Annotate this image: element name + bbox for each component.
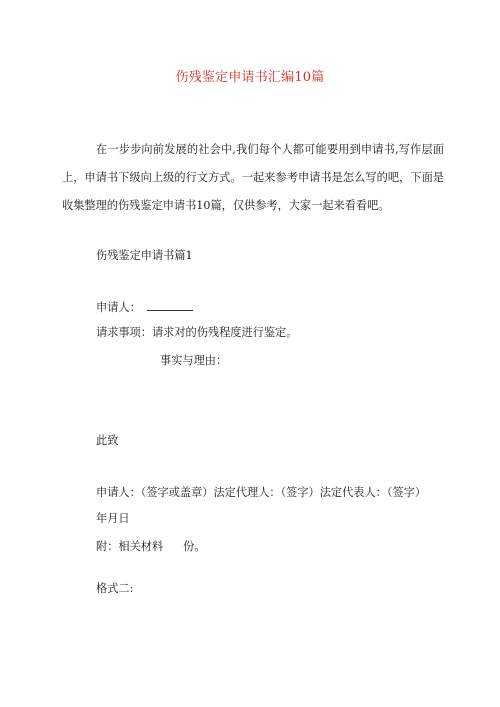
- applicant-line: [96, 299, 193, 315]
- request-line: 请求事项：请求对的伤残程度进行鉴定。: [96, 326, 298, 339]
- facts-heading: 事实与理由：: [160, 354, 228, 367]
- attachment-label: 附：相关材料: [96, 540, 164, 553]
- applicant-blank: [147, 300, 193, 311]
- attachment-line: [96, 538, 206, 554]
- intro-paragraph: 在一步步向前发展的社会中,我们每个人都可能要用到申请书,写作层面上，申请书下级向上级的行文方式。一起来参考申请书是怎么写的吧，下面是收集整理的伤残鉴定申请书10篇，仅供参考，大家一起来看看吧。: [62, 143, 444, 212]
- applicant-label: 申请人：: [96, 301, 141, 314]
- salutation: 此致: [96, 434, 119, 447]
- section-heading: 伤残鉴定申请书篇1: [96, 249, 193, 262]
- attachment-unit: 份。: [183, 540, 206, 553]
- date-line: 年月日: [96, 512, 130, 525]
- format-two-heading: 格式二:: [96, 582, 134, 595]
- document-title: 伤残鉴定申请书汇编10篇: [175, 70, 325, 85]
- signature-line: 申请人：（签字或盖章）法定代理人：（签字）法定代表人：（签字）: [96, 486, 427, 499]
